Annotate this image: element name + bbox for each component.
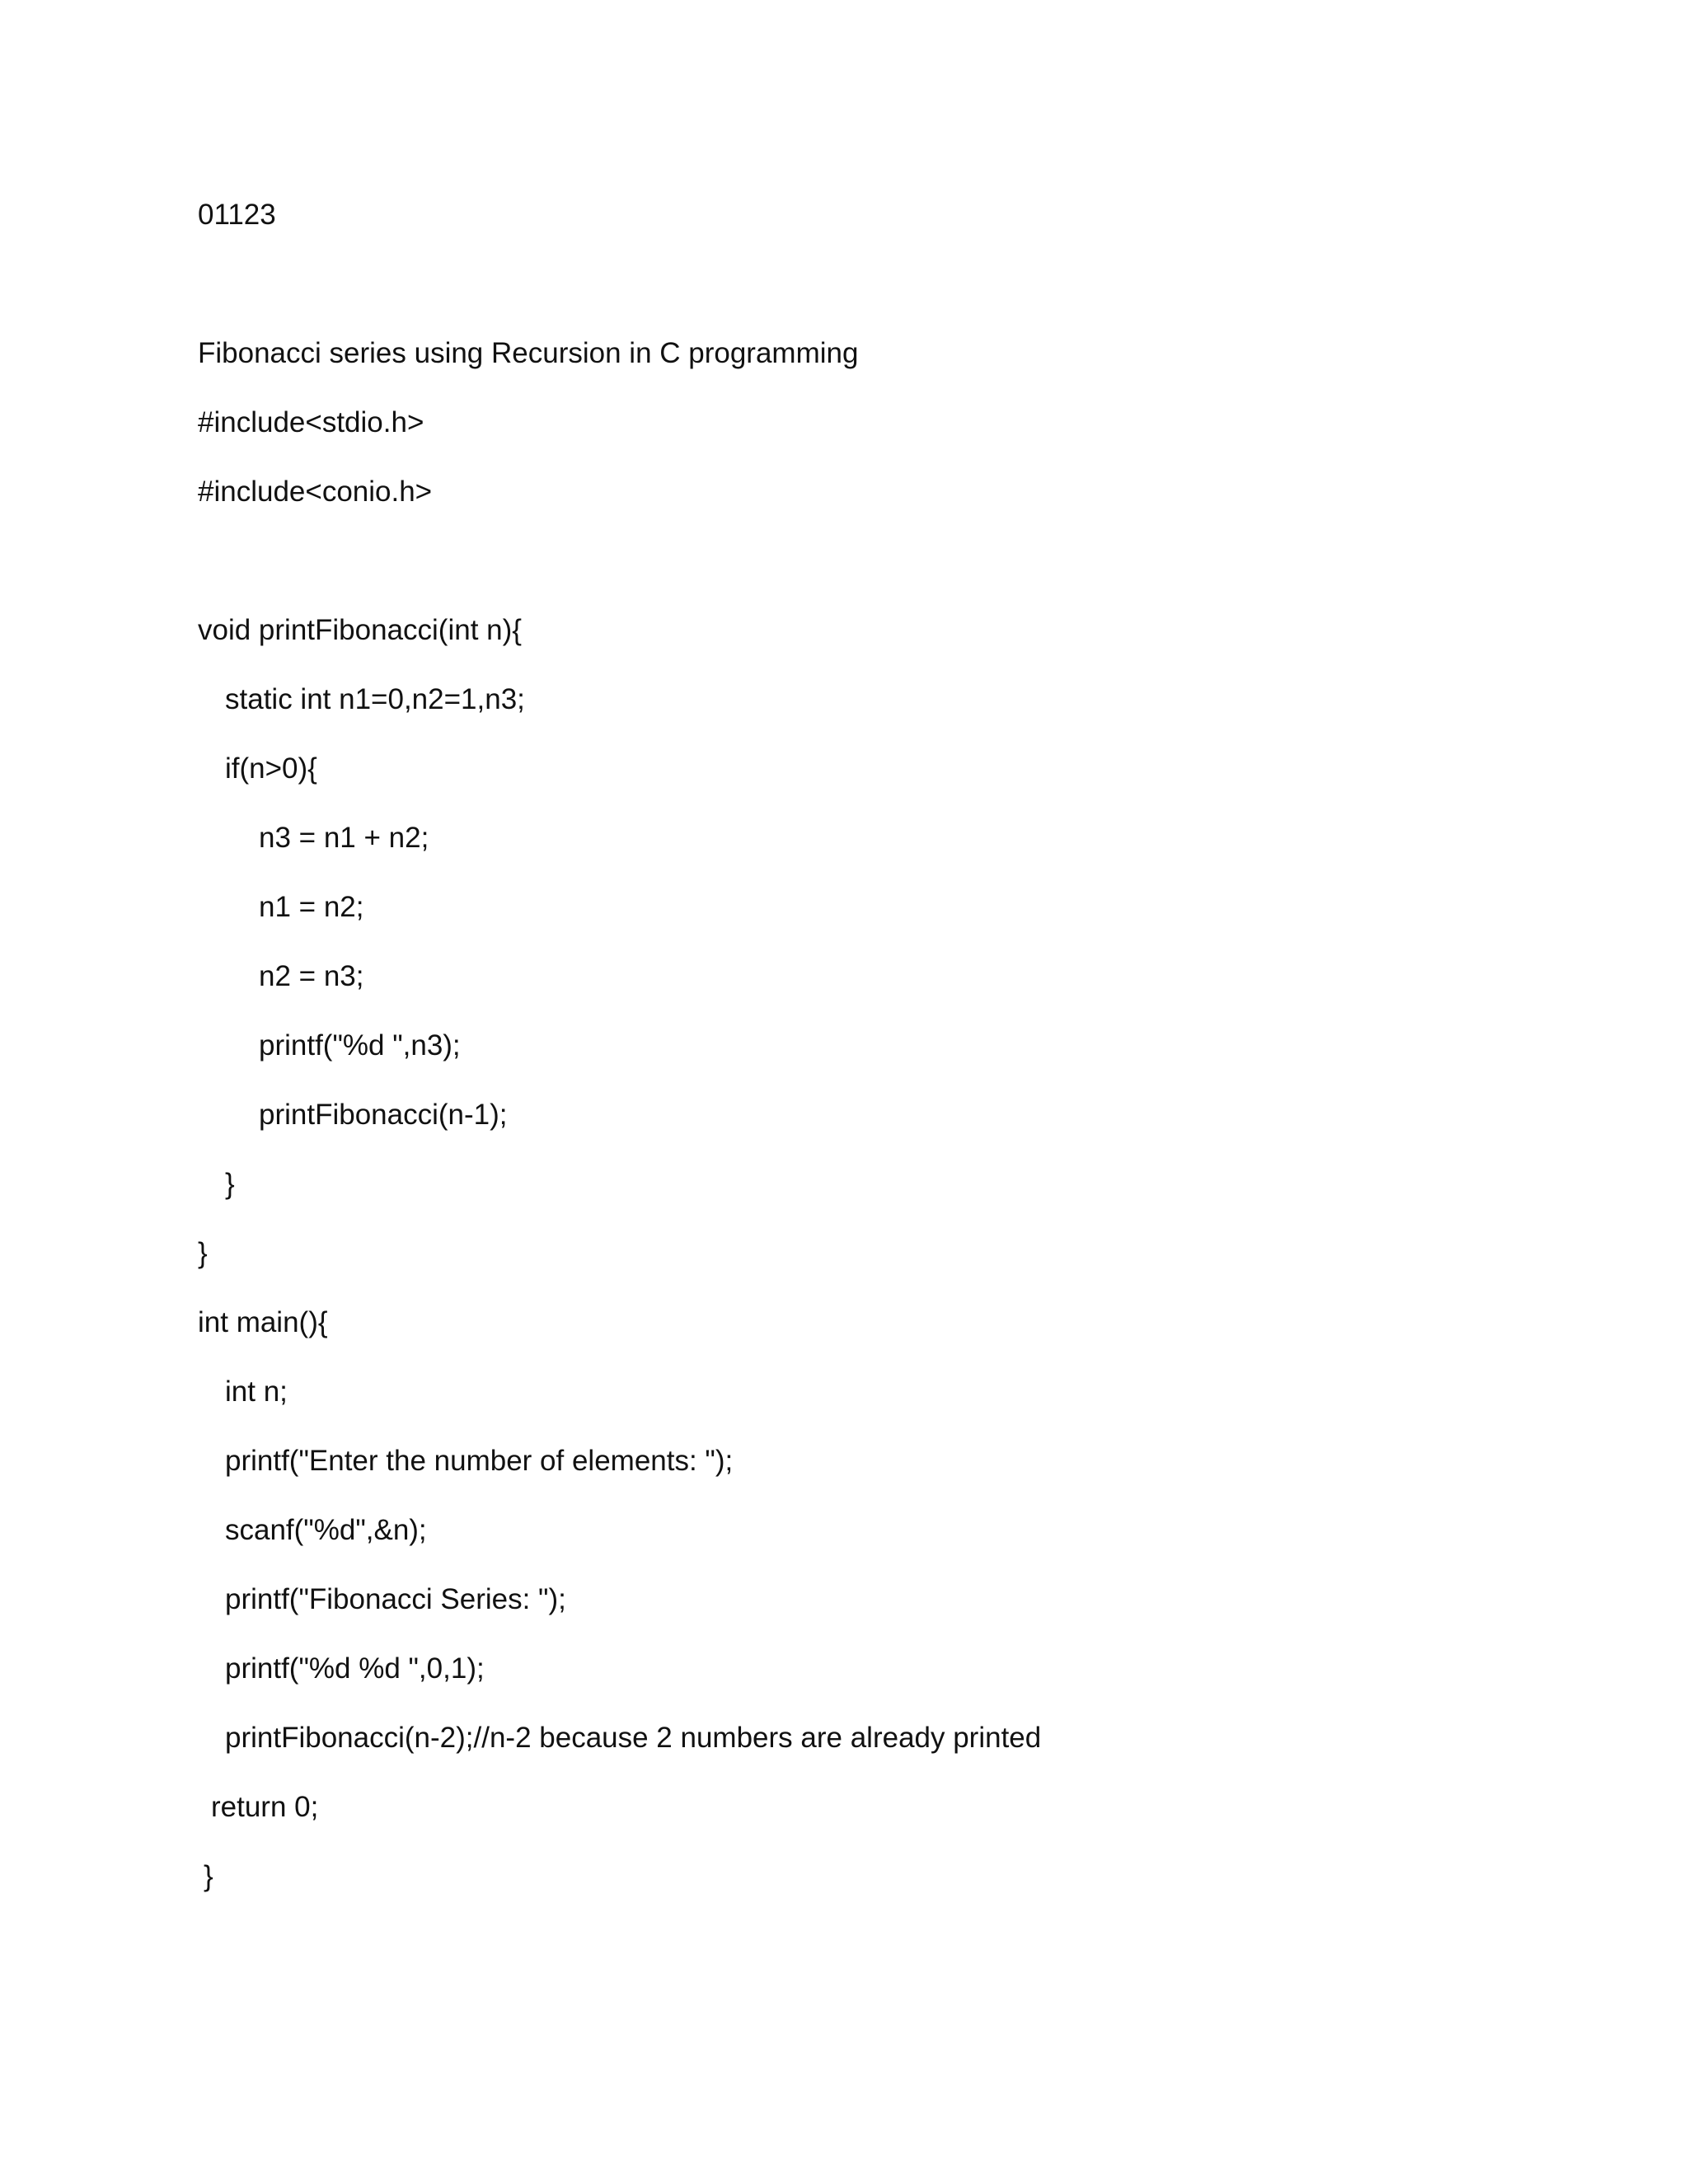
code-line: int main(){ [198,1306,328,1338]
code-line: printFibonacci(n-1); [259,1099,508,1131]
code-line: int n; [225,1376,288,1408]
code-line: return 0; [211,1791,319,1823]
code-line: scanf("%d",&n); [225,1514,427,1546]
code-line: printFibonacci(n-2);//n-2 because 2 numbers are already printed [225,1722,1042,1754]
code-line: #include<conio.h> [198,476,433,508]
code-line: printf("Fibonacci Series: "); [225,1583,566,1615]
code-line: n1 = n2; [259,891,364,923]
code-line: printf("%d ",n3); [259,1029,461,1062]
header-number: 01123 [198,199,276,231]
code-line: n3 = n1 + n2; [259,822,429,854]
code-line: if(n>0){ [225,752,317,785]
code-line: static int n1=0,n2=1,n3; [225,683,525,715]
code-line: n2 = n3; [259,960,364,992]
code-line: printf("%d %d ",0,1); [225,1652,485,1685]
code-line: void printFibonacci(int n){ [198,614,522,646]
code-line: } [198,1237,208,1269]
code-line: } [225,1168,235,1200]
code-line: #include<stdio.h> [198,406,424,438]
document-title: Fibonacci series using Recursion in C programming [198,337,859,369]
code-line: printf("Enter the number of elements: "); [225,1445,734,1477]
code-line: } [204,1860,213,1892]
